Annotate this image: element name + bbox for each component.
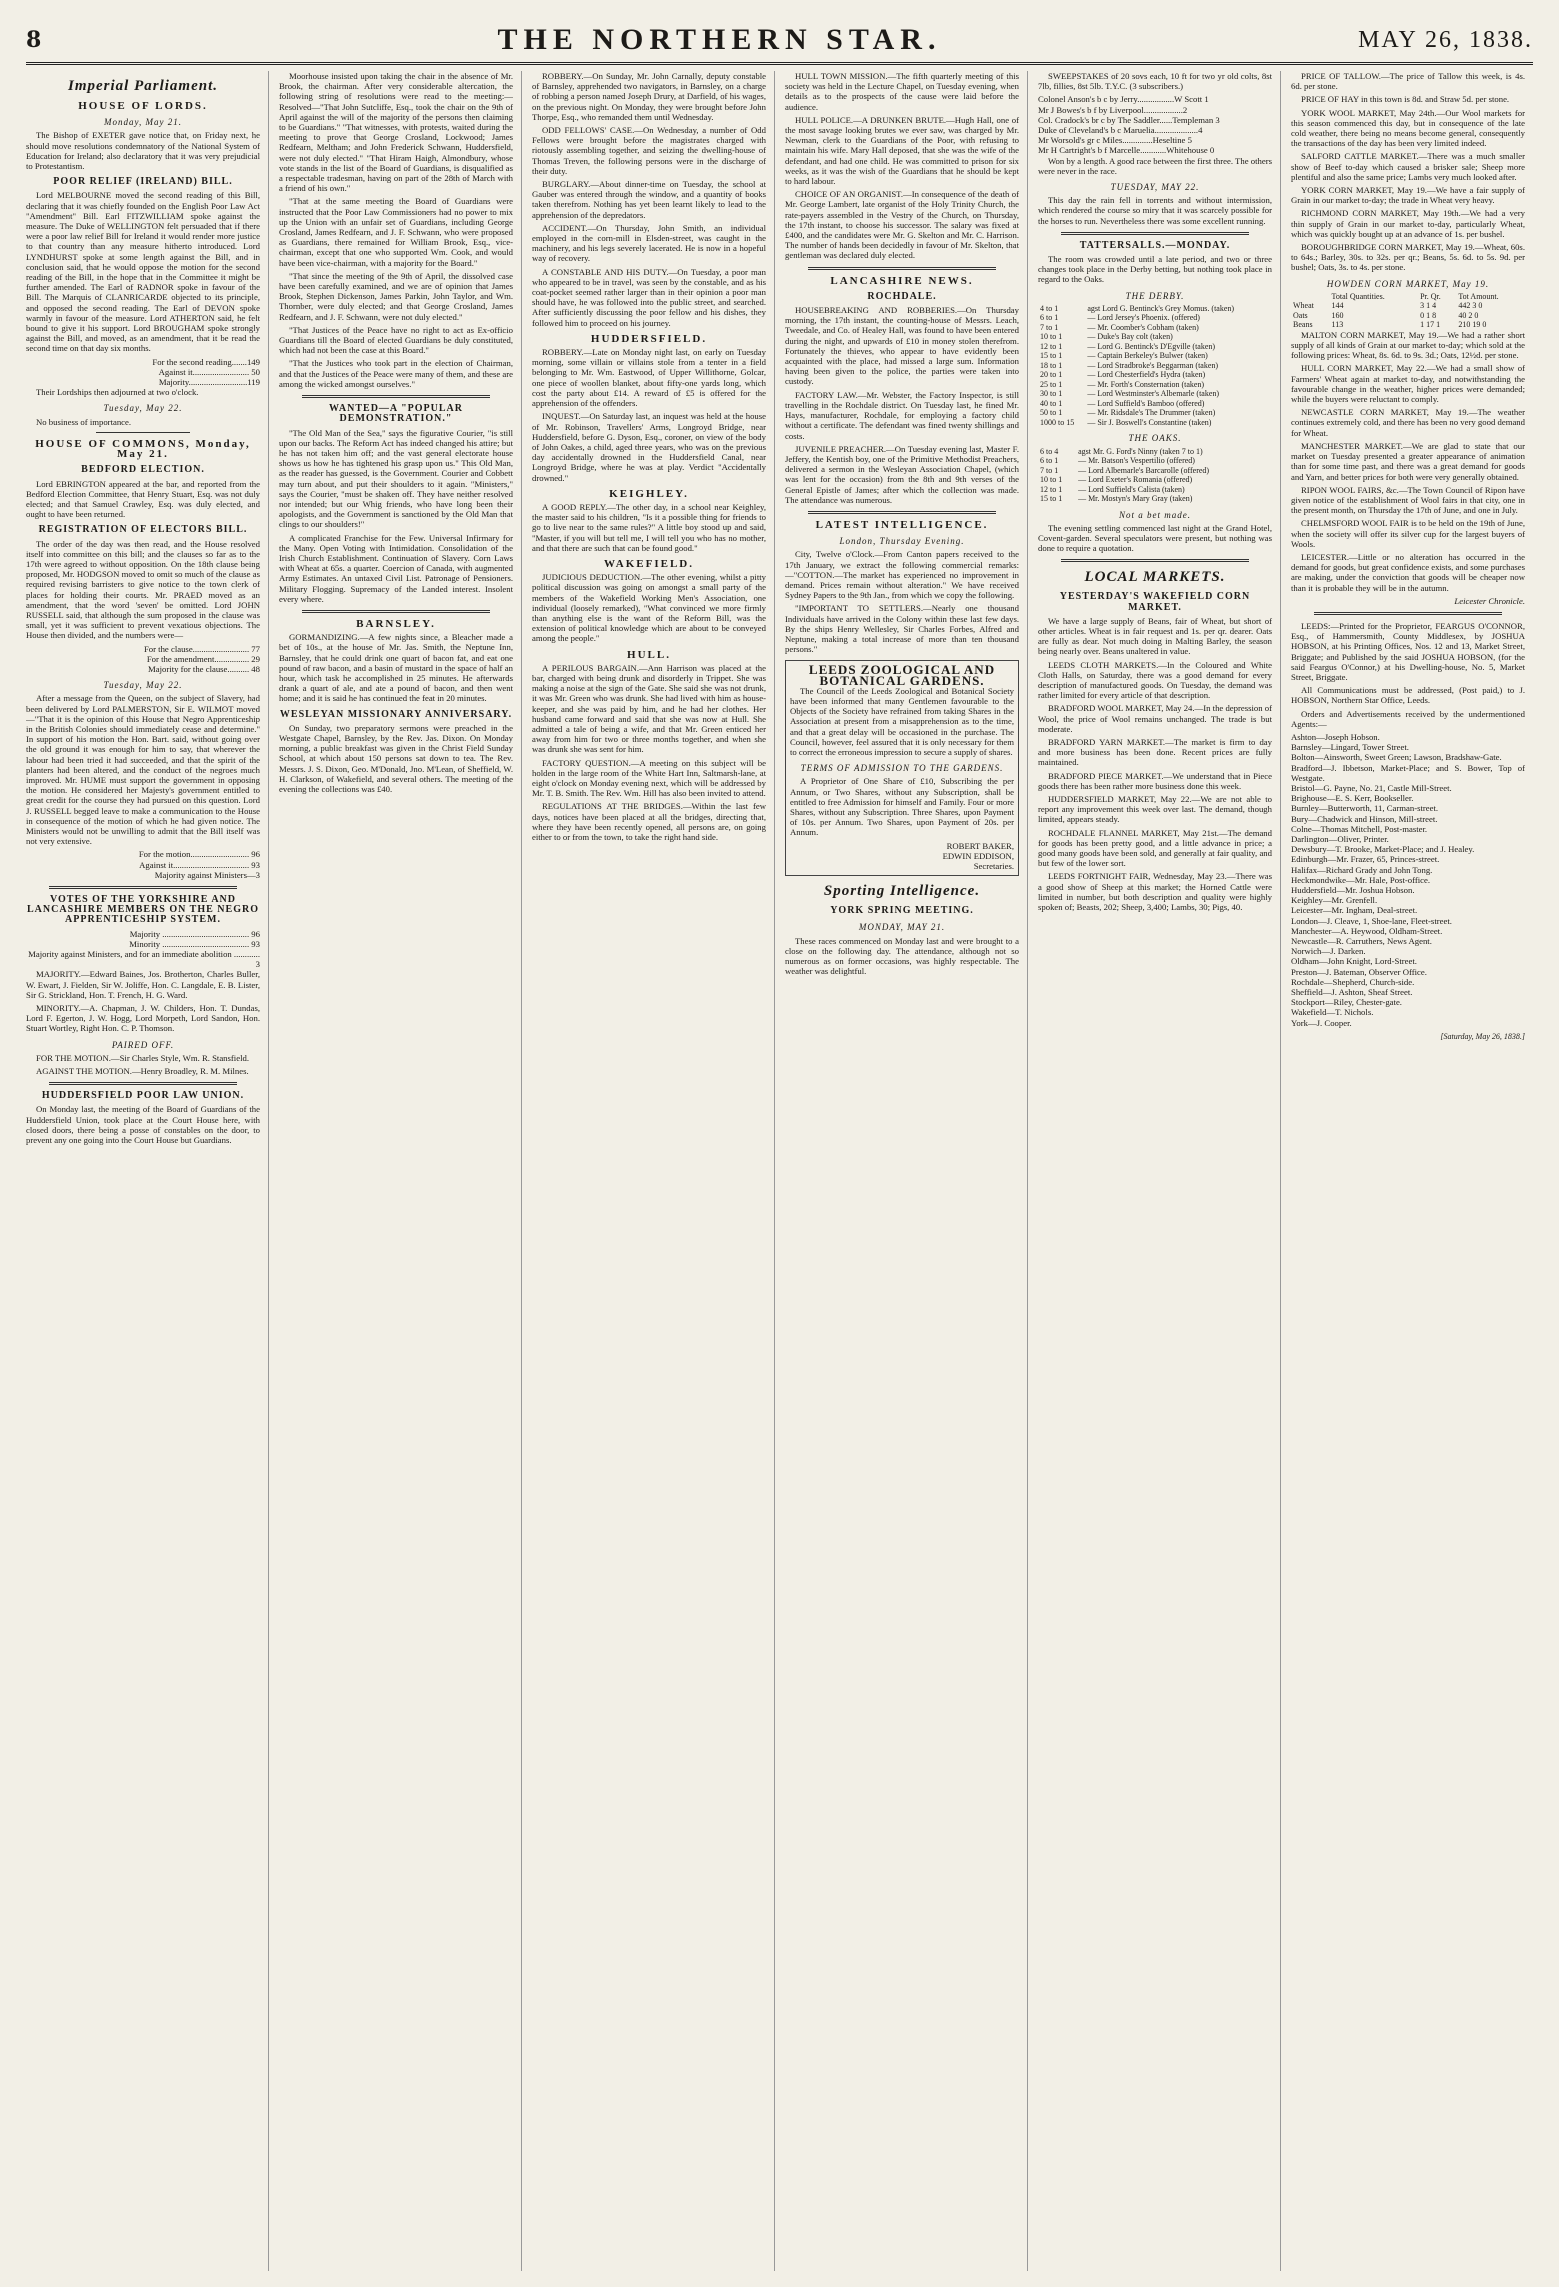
table-cell: 40 to 1 — [1040, 398, 1063, 408]
table-cell: — Lord Suffield's Bamboo (offered) — [1087, 398, 1205, 408]
article-text: JUDICIOUS DEDUCTION.—The other evening, whilst a pitty political discussion was going on amongst a small party of the members of the Wakefield Working Men's Association, one individual (loosely remarked), "What convinced we more firmly than anything else is the want of the Reform Bill, was the extension of political knowledge which are about to be conveyed among the people." — [532, 572, 766, 644]
article-text: HUDDERSFIELD MARKET, May 22.—We are not able to report any improvement this week over last. The demand, though limited, appears steady. — [1038, 794, 1272, 825]
divider — [808, 267, 995, 270]
derby-odds-row — [1038, 380, 1272, 390]
division-line: Against it.......................... 50 — [158, 366, 260, 377]
agent-entry: Stockport—Riley, Chester-gate. — [1291, 997, 1402, 1008]
article-text: RIPON WOOL FAIRS, &c.—The Town Council of Ripon have given notice of the establishment of Wool fairs in that city, one in the present month, on Thursday the 17th of June, and one in July. — [1291, 484, 1525, 516]
local-markets-heading: LOCAL MARKETS. — [1084, 569, 1226, 586]
article-text: FOR THE MOTION.—Sir Charles Style, Wm. R. Stansfield. — [36, 1052, 250, 1063]
agent-entry: London—J. Cleave, 1, Shoe-lane, Fleet-street. — [1291, 915, 1452, 926]
rochdale-heading: ROCHDALE. — [867, 290, 937, 302]
article-text: We have a large supply of Beans, fair of Wheat, but short of other articles. Wheat is in fair request and 1s. per qr. dearer. Oats are fully as dear. Not much doing in Malting Barley, the season being nearly over. Beans unaltered in value. — [1038, 615, 1272, 657]
race-line: Colonel Anson's b c by Jerry.................W Scott 1 — [1038, 94, 1209, 105]
date-heading: Tuesday, May 22. — [103, 403, 183, 414]
article-text: "IMPORTANT TO SETTLERS.—Nearly one thousand Individuals have arrived in the Colony within these last few days. By the ships Henry Wellesley, Sir Charles Forbes, Alfred and Neptune, making a total increase of more than ten thousand persons." — [785, 603, 1019, 655]
ad-text: A Proprietor of One Share of £10, Subscribing the per Annum, or Two Shares, without any Subscription, shall be entitled to free Admission for himself and Family. Four or more Shares, without any Subscription. Three Shares, upon Payment of 10s. per Annum. Two Shares, upon Payment of 20s. per Annum. — [790, 776, 1014, 838]
article-text: MINORITY.—A. Chapman, J. W. Childers, Hon. T. Dundas, Lord F. Egerton, J. W. Hogg, Lord Morpeth, Lord Sandon, Hon. Stuart Wortley, Right Hon. C. P. Thomson. — [26, 1003, 260, 1034]
date-heading: TUESDAY, MAY 22. — [1110, 182, 1200, 193]
agent-entry: Ashton—Joseph Hobson. — [1291, 731, 1380, 742]
table-cell: 0 1 8 — [1420, 310, 1437, 320]
article-text: SALFORD CATTLE MARKET.—There was a much smaller show of Beef to-day which caused a brisker sale; Sheep more plentiful and also the same price; Lambs very much looked after. — [1291, 151, 1525, 182]
howden-table — [1291, 292, 1525, 330]
article-text: CHELMSFORD WOOL FAIR is to be held on the 19th of June, when the society will offer its silver cup for the largest buyers of Wools. — [1291, 518, 1525, 549]
date-heading: Tuesday, May 22. — [103, 680, 183, 691]
agent-entry: Burnley—Butterworth, 11, Carman-street. — [1291, 803, 1439, 814]
oaks-odds-table — [1038, 447, 1272, 504]
race-line: Duke of Cleveland's b c Maruelia....................4 — [1038, 125, 1203, 136]
divider — [1061, 232, 1248, 235]
article-text: This day the rain fell in torrents and without intermission, which rendered the course so miry that it was scarcely possible for the horses to run. Nevertheless there was some excellent running. — [1038, 195, 1272, 226]
article-text: Lord EBRINGTON appeared at the bar, and reported from the Bedford Election Committee, that Henry Stuart, Esq. was not duly elected; and that Samuel Crawley, Esq. was duly elected, and ought to have been returned. — [26, 478, 260, 520]
table-cell: — Sir J. Boswell's Constantine (taken) — [1087, 417, 1212, 427]
article-text: BOROUGHBRIDGE CORN MARKET, May 19.—Wheat, 60s. to 64s.; Barley, 30s. to 32s. per qr.; Beans, 5s. 6d. to 5s. 9d. per bushel; Oats, 3s. to 4s. per stone. — [1291, 242, 1525, 273]
howden-row — [1291, 301, 1525, 311]
article-text: BURGLARY.—About dinner-time on Tuesday, the school at Gauber was entered through the window, and a quantity of books taken therefrom. Nothing has yet been learnt likely to lead to the apprehension of the depredators. — [532, 179, 766, 220]
barnsley-heading: BARNSLEY. — [356, 617, 436, 630]
table-cell: 3 1 4 — [1420, 301, 1437, 311]
agent-entry: Edinburgh—Mr. Frazer, 65, Princes-street. — [1291, 854, 1440, 865]
ad-subheading: TERMS OF ADMISSION TO THE GARDENS. — [800, 763, 1004, 774]
table-cell: 10 to 1 — [1040, 332, 1063, 342]
article-text: Moorhouse insisted upon taking the chair in the absence of Mr. Brook, the chairman. After very considerable altercation, the following string of resolutions were read to the meeting:— Resolved—"That John Sutcliffe, Esq., took the chair on the 9th of April against the will of the majority of the persons then claiming to be Guardians." "That witnesses, with protests, waited during the meeting to prove that George Crosland, Lockwood; James Redfearn, Meltham; and John Frederick Schwann, Huddersfield, were not duly elected." "That Hiram Haigh, Almondbury, whose vote stands in the list of the Board of Guardians, is disqualified as a respectable tradesman, having on part of the 28th of March with a friend of his own." — [279, 71, 513, 194]
lancashire-heading: LANCASHIRE NEWS. — [830, 274, 974, 287]
table-cell: — Lord Albemarle's Barcarolle (offered) — [1078, 465, 1210, 475]
column-6 — [1291, 71, 1533, 2271]
article-text: LEICESTER.—Little or no alteration has occurred in the demand for goods, but great confidence exists, and some purchases are making, under the conviction that goods will be cheaper now than it is probable they will be in the autumn. — [1291, 551, 1525, 593]
oaks-odds-row — [1038, 475, 1272, 485]
table-cell: — Lord G. Bentinck's D'Egville (taken) — [1087, 341, 1216, 351]
issue-date: MAY 26, 1838. — [1358, 26, 1533, 53]
article-text: GORMANDIZING.—A few nights since, a Bleacher made a bet of 10s., at the house of Mr. Jas. Smith, the Neptune Inn, Barnsley, that he could drink one quart of bacon fat, and eat one pound of raw bacon, and a basin of mustard in the space of half an hour, which task he accomplished in 25 minutes. He afterwards drank a quart of ale, and ate a pound of bacon, and then went home; and it is said he has continued the feat in 20 minutes. — [279, 632, 513, 704]
agents-heading: Orders and Advertisements received by the undermentioned Agents:— — [1291, 708, 1525, 729]
article-text: On Monday last, the meeting of the Board of Guardians of the Huddersfield Union, took place at the Court House here, with closed doors, there being a posse of constables on the door, to prevent any one going into the Court House but Guardians. — [26, 1104, 260, 1146]
oaks-odds-row — [1038, 466, 1272, 476]
article-text: A CONSTABLE AND HIS DUTY.—On Tuesday, a poor man who appeared to be in travel, was seen by the constable, and as his coat-pocket seemed rather larger than in their opinion a poor man should have, he was followed into the public street, and searched. After sufficiently discussing the poor fellow and his dishes, they followed him to proceed on his journey. — [532, 266, 766, 328]
agent-entry: York—J. Cooper. — [1291, 1017, 1352, 1028]
agent-entry: Newcastle—R. Carruthers, News Agent. — [1291, 936, 1432, 947]
hull-heading: HULL. — [627, 648, 671, 661]
divider — [808, 511, 995, 514]
race-line: Mr J Bowes's b f by Liverpool..................2 — [1038, 104, 1188, 115]
table-cell: agst Mr. G. Ford's Ninny (taken 7 to 1) — [1078, 446, 1203, 456]
article-text: Won by a length. A good race between the first three. The others were never in the race. — [1038, 155, 1272, 176]
sporting-heading: Sporting Intelligence. — [823, 883, 981, 900]
article-text: MAJORITY.—Edward Baines, Jos. Brotherton, Charles Buller, W. Ewart, J. Fielden, Sir W. Joliffe, Hon. C. Langdale, E. B. Lister, Sir G. Strickland, Hon. T. French, H. G. Ward. — [26, 969, 260, 1000]
table-cell: 113 — [1331, 320, 1344, 330]
table-cell: 1 17 1 — [1420, 320, 1441, 330]
agent-entry: Darlington—Oliver, Printer. — [1291, 834, 1389, 844]
table-cell: 20 to 1 — [1040, 370, 1063, 380]
derby-odds-table — [1038, 304, 1272, 428]
table-cell: 144 — [1331, 301, 1344, 311]
article-text: After a message from the Queen, on the subject of Slavery, had been delivered by Lord PALMERSTON, Sir E. WILMOT moved—"That it is the opinion of this House that Negro Apprenticeship in the British Colonies should immediately cease and determine." In support of his motion the Hon. Bart. said, without going over the old ground it was enough for him to say, that wherever the labour had been tried it had succeeded, and that the spirit of the planters had been altered, and the conduct of the negroes much improved. Mr. HUME must support the government in opposing the motion. He considered her Majesty's government entitled to great credit for the course they had pursued on this question. Lord J. RUSSELL begged leave to make a communication to the House in consequence of the motion of which he had given notice. The Ministers would not be unwilling to admit that the Bill itself was not very extensive. — [26, 693, 260, 847]
division-line: For the motion........................... 96 — [138, 849, 260, 860]
table-cell: 210 19 0 — [1458, 320, 1487, 330]
columns — [26, 71, 1533, 2271]
table-header-cell — [1291, 292, 1330, 302]
division-line: Majority ........................................ 96 — [129, 928, 260, 939]
article-text: BRADFORD PIECE MARKET.—We understand that in Piece goods there has been rather more business done this week. — [1038, 770, 1272, 791]
table-cell: — Lord Westminster's Albemarle (taken) — [1087, 389, 1220, 399]
oaks-note: Not a bet made. — [1119, 509, 1191, 520]
article-text: "That Justices of the Peace have no right to act as Ex-officio Guardians till the Board of elected Guardians be duly constituted, which had not been the case at this Board." — [279, 324, 513, 356]
division-line: For the clause.......................... 77 — [143, 643, 260, 654]
subheading: YESTERDAY'S WAKEFIELD CORN MARKET. — [1059, 591, 1251, 613]
article-text: REGULATIONS AT THE BRIDGES.—Within the last few days, notices have been placed at all the bridges, directing that, where they have been recently opened, all persons are, on going either to or from the town, to take the right hand side. — [532, 801, 766, 843]
divider — [1314, 612, 1501, 615]
derby-odds-row — [1038, 351, 1272, 361]
agent-entry: Bury—Chadwick and Hinson, Mill-street. — [1291, 813, 1438, 824]
article-text: The room was crowded until a late period, and two or three changes took place in the Derby betting, but nothing took place in regard to the Oaks. — [1038, 254, 1272, 285]
derby-odds-row — [1038, 389, 1272, 399]
ad-text: The Council of the Leeds Zoological and Botanical Society have been informed that many Gentlemen favourable to the Objects of the Society have refrained from taking Shares in the Association at present from a misapprehension as to the time, and that a great delay will be occasioned in the purchase. The Council, however, feel assured that it is only necessary for them to correct the erroneous impression to secure a supply of shares. — [790, 685, 1014, 757]
article-text: PRICE OF TALLOW.—The price of Tallow this week, is 4s. 6d. per stone. — [1291, 71, 1525, 92]
article-text: ODD FELLOWS' CASE.—On Wednesday, a number of Odd Fellows were brought before the magistrates charged with riotously assembling together, and seizing the dwelling-house of Thomas Treven, the following persons were in the discharge of their duty. — [532, 125, 766, 176]
race-line: Mr H Cartright's b f Marcelle............Whitehouse 0 — [1038, 145, 1215, 156]
race-line: Col. Cradock's br c by The Saddler......Templeman 3 — [1038, 114, 1220, 125]
york-heading: YORK SPRING MEETING. — [830, 905, 974, 917]
article-text: ROBBERY.—Late on Monday night last, on early on Tuesday morning, some villain or villains stole from a tenter in a field belonging to Mr. Wm. Eastwood, of Upper Willithorne, Golcar, one piece of woollen blanket, about fifty-one yards long, which cost the party about £14. A reward of £5 is offered for the apprehension of the offenders. — [532, 347, 766, 409]
agent-entry: Bristol—G. Payne, No. 21, Castle Mill-Street. — [1291, 782, 1452, 793]
division-line: Minority ........................................ 93 — [129, 938, 260, 949]
agent-entry: Bradford—J. Ibbetson, Market-Place; and S. Bower, Top of Westgate. — [1291, 762, 1525, 783]
article-text: LEEDS CLOTH MARKETS.—In the Coloured and White Cloth Halls, on Saturday, there was a good demand for every description of manufactured goods. On Tuesday, the demand was rather limited for every article of that description. — [1038, 659, 1272, 701]
article-text: FACTORY LAW.—Mr. Webster, the Factory Inspector, is still travelling in the Rochdale district. On Tuesday last, he fined Mr. Hays, manufacturer, Rochdale, for employing a factory child without a certificate. The defendant was fined twenty shillings and costs. — [785, 389, 1019, 441]
article-text: ACCIDENT.—On Thursday, John Smith, an individual employed in the corn-mill in Elsden-street, was caught in the machinery, and his legs severely lacerated. He is now in a hopeful way of recovery. — [532, 222, 766, 264]
subheading: WESLEYAN MISSIONARY ANNIVERSARY. — [279, 708, 513, 720]
agent-entry: Oldham—John Knight, Lord-Street. — [1291, 956, 1417, 967]
agent-entry: Sheffield—J. Ashton, Sheaf Street. — [1291, 987, 1413, 998]
agents-list — [1291, 732, 1525, 1028]
table-cell: 6 to 4 — [1040, 446, 1059, 456]
ad-signature: EDWIN EDDISON, — [942, 850, 1014, 861]
article-text: A GOOD REPLY.—The other day, in a school near Keighley, the master said to his children, "Is it a possible thing for friends to go to live near to the same rules?" A little boy stood up and said, "Master, if you will but tell me, I will tell you who has no mother, and that there are such that can be found good." — [532, 501, 766, 553]
page-number: 8 — [26, 27, 42, 53]
agent-entry: Bolton—Ainsworth, Sweet Green; Lawson, Bradshaw-Gate. — [1291, 752, 1502, 763]
source-credit: Leicester Chronicle. — [1454, 595, 1525, 606]
table-cell: — Lord Suffield's Calista (taken) — [1078, 484, 1185, 494]
column-4 — [785, 71, 1028, 2271]
divider — [49, 1082, 236, 1085]
table-cell: agst Lord G. Bentinck's Grey Momus. (taken) — [1087, 303, 1235, 313]
table-cell: — Mr. Ridsdale's The Drummer (taken) — [1087, 408, 1216, 418]
article-text: These races commenced on Monday last and were brought to a close on the following day. The attendance, although not so numerous as on former occasions, was highly respectable. The weather was delightful. — [785, 935, 1019, 977]
table-cell: — Mr. Batson's Vespertilio (offered) — [1078, 456, 1195, 466]
article-text: INQUEST.—On Saturday last, an inquest was held at the house of Mr. Robinson, Travellers' Arms, Longroyd Bridge, near Huddersfield, before G. Dyson, Esq., coroner, on view of the body of John Oakes, a child, aged three years, who was on the previous day accidentally drowned in the Huddersfield Canal, near Longroyd Bridge, where he was at play. Verdict "Accidentally drowned." — [532, 411, 766, 483]
table-cell: Beans — [1293, 320, 1313, 330]
table-cell: 15 to 1 — [1040, 351, 1063, 361]
agent-entry: Leicester—Mr. Ingham, Deal-street. — [1291, 905, 1418, 916]
column-5 — [1038, 71, 1281, 2271]
division-line: Majority...........................119 — [158, 377, 260, 388]
article-text: CHOICE OF AN ORGANIST.—In consequence of the death of Mr. George Lambert, late organist of the Holy Trinity Church, the rate-payers assembled in the Vestry of the Church, on Thursday, the 17th instant, to choose his successor. The salary was fixed at £400, and the candidates were Mr. G. Skelton and Mr. C. Harrison. The number of hands been decidedly in favour of Mr. Skelton, that gentleman was declared duly elected. — [785, 189, 1019, 261]
divider — [96, 432, 190, 433]
subheading: POOR RELIEF (IRELAND) BILL. — [53, 176, 233, 188]
table-cell: 10 to 1 — [1040, 475, 1063, 485]
article-text: On Sunday, two preparatory sermons were preached in the Westgate Chapel, Barnsley, by the Rev. Jas. Dixon. On Monday morning, a public breakfast was given in the Christ Field Sunday School, at which about 150 persons sat down to tea. The Rev. Messrs. J. S. Dixon, Geo. M'Donald, Jno. M'Lean, of Sheffield, W. H. Clarkson, of Wakefield, and several others. The meeting of the evening the collections was £40. — [279, 722, 513, 794]
agent-entry: Rochdale—Shepherd, Church-side. — [1291, 976, 1415, 987]
article-text: LEEDS FORTNIGHT FAIR, Wednesday, May 23.—There was a good show of Sheep at this market; the Horned Cattle were limited in number, but both description and quality were highly spoken of; Beasts, 202; Sheep, 3,400; Lambs, 30; Pigs, 40. — [1038, 871, 1272, 913]
division-line: Majority against Ministers, and for an immediate abolition ............ 3 — [28, 949, 260, 970]
imprint-text: LEEDS:—Printed for the Proprietor, FEARGUS O'CONNOR, Esq., of Hammersmith, County Middlesex, by JOSHUA HOBSON, at his Printing Offices, Nos. 12 and 13, Market Street, Briggate; and Published by the said JOSHUA HOBSON, (for the said Feargus O'Connor,) at his Dwelling-house, No. 5, Market Street, Briggate. — [1291, 620, 1525, 682]
article-text: City, Twelve o'Clock.—From Canton papers received to the 17th January, we extract the following commercial remarks:—"COTTON.—The market has experienced no improvement in demand. Prices remain without alteration." We have received Sydney Papers to the 9th Jan., from which we copy the following. — [785, 549, 1019, 601]
imprint-text: All Communications must be addressed, (Post paid,) to J. HOBSON, Northern Star Office, Leeds. — [1291, 685, 1525, 706]
derby-odds-row — [1038, 323, 1272, 333]
article-text: HOUSEBREAKING AND ROBBERIES.—On Thursday morning, the 17th instant, the counting-house of Messrs. Leach, Tweedale, and Co. of Healey Hall, was found to have been entered during the night, and upwards of £10 in money stolen therefrom. Fortunately the thieves, who appear to have evidently been acquainted with the place, had missed a large sum. Information having been given to the police, the parties were taken into custody. — [785, 305, 1019, 387]
article-text: No business of importance. — [36, 416, 132, 427]
footer-date: [Saturday, May 26, 1838.] — [1440, 1031, 1525, 1041]
article-text: BRADFORD WOOL MARKET, May 24.—In the depression of Wool, the price of Wool remains unchanged. The trade is but moderate. — [1038, 703, 1273, 734]
race-line: Mr Worsold's gr c Miles..............Heseltine 5 — [1038, 135, 1192, 146]
article-text: "That at the same meeting the Board of Guardians were instructed that the Poor Law Commissioners had no power to mix up the Union with an unfair set of Guardians, including George Crosland, James Redfearn, and J. F. Schwann, who were proposed as Guardians, there remained for William Brook, Esq., vice-chairman, except that one who supported Wm. Cook, and would have been vice-chairman, with a majority for the Board." — [279, 196, 513, 268]
table-header-cell: Pr. Qr. — [1420, 291, 1441, 301]
article-text: AGAINST THE MOTION.—Henry Broadley, R. M. Milnes. — [36, 1066, 249, 1077]
table-cell: Oats — [1293, 310, 1308, 320]
divider — [49, 886, 236, 889]
ad-signature: ROBERT BAKER, — [946, 840, 1014, 851]
derby-odds-row — [1038, 408, 1272, 418]
article-text: HULL POLICE.—A DRUNKEN BRUTE.—Hugh Hall, one of the most savage looking brutes we ever saw, was charged by Mr. Newman, clerk to the Guardians of the Poor, with refusing to maintain his wife. Mary Hall deposed, that she was the wife of the defendant, and had one child. He was committed to prison for six weeks, as it was the wish of the Guardians that he should be kept to hard labour. — [785, 114, 1019, 187]
oaks-odds-row — [1038, 494, 1272, 504]
race-result-list — [1038, 94, 1272, 155]
article-text: ROCHDALE FLANNEL MARKET, May 21st.—The demand for goods has been pretty good, and a little advance in price; a good many goods have been sold, and generally at fair quality, and but few of the lower sort. — [1038, 827, 1272, 869]
division-line: Majority for the clause.......... 48 — [148, 663, 260, 674]
oaks-odds-row — [1038, 485, 1272, 495]
advertisement-leeds-gardens — [785, 660, 1019, 876]
york-date: MONDAY, MAY 21. — [858, 922, 946, 933]
derby-odds-row — [1038, 361, 1272, 371]
article-text: MANCHESTER MARKET.—We are glad to state that our market on Tuesday presented a greater appearance of animation than for some time past, and there was a great demand for goods and Yarn, and better prices for both were very generally obtained. — [1291, 440, 1525, 482]
table-cell: — Duke's Bay colt (taken) — [1087, 332, 1173, 342]
table-cell: 30 to 1 — [1040, 389, 1063, 399]
agent-entry: Dewsbury—T. Brooke, Market-Place; and J. Healey. — [1291, 844, 1475, 855]
article-text: HULL CORN MARKET, May 22.—We had a small show of Farmers' Wheat again at market to-day, and notwithstanding the favourable change in the weather, higher prices were demanded; while the buyers were reluctant to comply. — [1291, 363, 1525, 405]
article-text: "The Old Man of the Sea," says the figurative Courier, "is still upon our backs. The Reform Act has indeed changed his attire; but he has not taken him off; and the vast general electorate house shows us how he has tightened his grasp upon us." This Old Man, as the reader has guessed, is the Government. Courier and Cobbett may turn about, and put their shoulders to it again. "Ministers," says the Courier, "must be shaken off. They have neither resolved nor intended; but our Whig friends, who have long been their apologists, and the Government is sanctioned by the Old Man that clings to our shoulders!" — [279, 427, 513, 530]
section-heading-parliament: Imperial Parliament. — [67, 78, 218, 94]
agent-entry: Norwich—J. Darken. — [1291, 946, 1366, 957]
agent-entry: Halifax—Richard Grady and John Tong. — [1291, 864, 1433, 875]
division-line: Majority against Ministers—3 — [154, 869, 260, 880]
table-cell: — Captain Berkeley's Bulwer (taken) — [1087, 351, 1208, 361]
votes-heading: VOTES OF THE YORKSHIRE AND LANCASHIRE MEMBERS ON THE NEGRO APPRENTICESHIP SYSTEM. — [27, 894, 259, 926]
commons-heading: HOUSE OF COMMONS, Monday, May 21. — [35, 437, 251, 461]
table-cell: — Mr. Mostyn's Mary Gray (taken) — [1078, 494, 1193, 504]
division-line: For the amendment................ 29 — [146, 653, 260, 664]
tattersalls-heading: TATTERSALLS.—MONDAY. — [1079, 239, 1231, 251]
article-text: "That since the meeting of the 9th of April, the dissolved case have been carefully examined, and we are of opinion that James Brook, Stephen Dickenson, James Parkin, John Taylor, and Wm. Thornber, were duly elected; and that George Crosland, James Redfearn, and J. F. Schwann, were not duly elected." — [279, 270, 513, 322]
subheading: BEDFORD ELECTION. — [81, 464, 205, 476]
howden-row — [1291, 320, 1525, 330]
howden-heading: HOWDEN CORN MARKET, May 19. — [1326, 278, 1490, 289]
oaks-heading: THE OAKS. — [1128, 433, 1182, 444]
table-cell: 25 to 1 — [1040, 379, 1063, 389]
derby-odds-row — [1038, 399, 1272, 409]
derby-odds-row — [1038, 332, 1272, 342]
huddersfield-heading: HUDDERSFIELD POOR LAW UNION. — [41, 1090, 245, 1102]
ad-heading: LEEDS ZOOLOGICAL AND BOTANICAL GARDENS. — [808, 662, 996, 688]
table-cell: 12 to 1 — [1040, 484, 1063, 494]
article-text: "That the Justices who took part in the election of Chairman, and that the Justices of the Peace were many of them, and these are among the wicked amongst ourselves." — [279, 358, 513, 389]
table-cell: 7 to 1 — [1040, 322, 1059, 332]
table-cell: 6 to 1 — [1040, 313, 1059, 323]
divider — [302, 395, 489, 398]
dateline: London, Thursday Evening. — [839, 536, 965, 547]
agent-entry: Keighley—Mr. Grenfell. — [1291, 895, 1378, 906]
table-cell: 4 to 1 — [1040, 303, 1059, 313]
agent-entry: Preston—J. Bateman, Observer Office. — [1291, 966, 1427, 977]
table-cell: — Lord Stradbroke's Beggarman (taken) — [1087, 360, 1219, 370]
table-cell: 50 to 1 — [1040, 408, 1063, 418]
table-cell: 1000 to 15 — [1040, 417, 1075, 427]
huddersfield-town-heading: HUDDERSFIELD. — [590, 332, 708, 345]
agent-entry: Manchester—A. Heywood, Oldham-Street. — [1291, 925, 1443, 936]
table-header-cell: Tot Amount. — [1458, 291, 1499, 301]
howden-row — [1291, 311, 1525, 321]
article-text: FACTORY QUESTION.—A meeting on this subject will be holden in the large room of the White Hart Inn, Saltmarsh-lane, at eight o'clock on Monday evening next, which will be addressed by Mr. T. B. Smith. The Rev. Wm. Hill has also been invited to attend. — [532, 757, 766, 799]
keighley-heading: KEIGHLEY. — [609, 487, 689, 500]
article-text: YORK CORN MARKET, May 19.—We have a fair supply of Grain in our market to-day; the trade in Wheat very heavy. — [1291, 185, 1525, 206]
agent-entry: Colne—Thomas Mitchell, Post-master. — [1291, 823, 1428, 834]
division-line: For the second reading.......149 — [152, 356, 260, 367]
table-cell: — Lord Jersey's Phoenix. (offered) — [1087, 313, 1200, 323]
wakefield-heading: WAKEFIELD. — [604, 557, 694, 570]
article-text: A PERILOUS BARGAIN.—Ann Harrison was placed at the bar, charged with being drunk and disorderly in Trippet. She was making a noise at the sign of the Gate. She said she was not drunk, it was Mr. Green who was drunk. She had lived with him as house-keeper, and she was paid by him, and he had her clothes. Her husband came forward and said that she was now at Hull. She admitted a tale of being a wife, and that Mr. Green enticed her away from him for two or three months together, and when she was drunk she was sent for him. — [532, 662, 766, 755]
article-text: HULL TOWN MISSION.—The fifth quarterly meeting of this society was held in the Lecture Chapel, on Tuesday evening, when details as to the prospects of the cause were laid before the audience. — [785, 71, 1019, 112]
article-text: The evening settling commenced last night at the Grand Hotel, Covent-garden. Several speculators were present, but nothing was done to require a quotation. — [1038, 522, 1272, 554]
latest-heading: LATEST INTELLIGENCE. — [815, 518, 989, 531]
column-2 — [279, 71, 522, 2271]
article-text: SWEEPSTAKES of 20 sovs each, 10 ft for two yr old colts, 8st 7lb, fillies, 8st 5lb. T.Y.C. (3 subscribers.) — [1038, 71, 1272, 92]
table-cell: 7 to 1 — [1040, 465, 1059, 475]
divider — [302, 610, 489, 613]
derby-odds-row — [1038, 304, 1272, 314]
table-cell: — Lord Chesterfield's Hydra (taken) — [1087, 370, 1206, 380]
subheading: REGISTRATION OF ELECTORS BILL. — [38, 524, 248, 536]
derby-odds-row — [1038, 313, 1272, 323]
derby-odds-row — [1038, 342, 1272, 352]
table-cell: 18 to 1 — [1040, 360, 1063, 370]
article-text: The Bishop of EXETER gave notice that, on Friday next, he should move resolutions condemnatory of the National System of Education for Ireland; also declaratory that it was very prejudicial to Protestantism. — [26, 130, 260, 172]
article-text: ROBBERY.—On Sunday, Mr. John Carnally, deputy constable of Barnsley, apprehended two navigators, in Barnsley, on a charge of robbing a person named Joseph Drury, at Darfield, of his wages, on the previous night. On Monday, they were brought before John Thorpe, Esq., who remanded them until Wednesday. — [532, 71, 766, 122]
article-text: RICHMOND CORN MARKET, May 19th.—We had a very thin supply of Grain in our market to-day, particularly Wheat, which was quickly bought up at an advance of 1s. per bushel. — [1291, 208, 1525, 239]
table-cell: 12 to 1 — [1040, 341, 1063, 351]
agent-entry: Huddersfield—Mr. Joshua Hobson. — [1291, 885, 1415, 896]
table-cell: — Mr. Forth's Consternation (taken) — [1087, 379, 1205, 389]
article-text: JUVENILE PREACHER.—On Tuesday evening last, Master F. Jeffery, the Kentish boy, one of the Primitive Methodist Preachers, delivered a sermon in the Wesleyan Association Chapel, (which was lent for the occasion) from the 8th and 9th verses of the General Epistle of James; after which the collection was made. The attendance was numerous. — [785, 443, 1019, 505]
article-text: NEWCASTLE CORN MARKET, May 19.—The weather continues extremely cold, and there has been no very good demand for Wheat. — [1291, 407, 1525, 438]
table-cell: 6 to 1 — [1040, 456, 1059, 466]
table-cell: 40 2 0 — [1458, 310, 1479, 320]
derby-odds-row — [1038, 418, 1272, 428]
subheading: PAIRED OFF. — [111, 1039, 175, 1050]
table-header-cell: Total Quantities. — [1331, 291, 1385, 301]
table-cell: 442 3 0 — [1458, 301, 1483, 311]
lords-date: Monday, May 21. — [104, 117, 182, 128]
table-cell: 15 to 1 — [1040, 494, 1063, 504]
paper-title: THE NORTHERN STAR. — [497, 23, 942, 56]
table-cell: — Lord Exeter's Romania (offered) — [1078, 475, 1193, 485]
masthead — [26, 18, 1533, 65]
wanted-heading: WANTED—A "POPULAR DEMONSTRATION." — [329, 403, 463, 425]
lords-heading: HOUSE OF LORDS. — [78, 100, 208, 112]
division-line: Against it................................... 93 — [139, 859, 260, 870]
oaks-odds-row — [1038, 447, 1272, 457]
divider — [1061, 559, 1248, 562]
table-cell: 160 — [1331, 310, 1344, 320]
article-text: Lord MELBOURNE moved the second reading of this Bill, declaring that it was chiefly founded on the English Poor Law Act "Amendment" Bill. Earl FITZWILLIAM spoke against the measure. The Duke of WELLINGTON felt persuaded that if there were a poor law relief Bill for Ireland it would render more justice to that country than any measure hitherto introduced. Lord LYNDHURST spoke at some length against the Bill, and in conclusion said, that he would oppose the motion for the second reading of the Bill, in the hope that in the Committee it might be further amended. The Earl of RADNOR spoke in favour of the Bill. The Marquis of CLANRICARDE objected to its principle, and opposed the second reading. The Earl of DEVON spoke warmly in favour of the measure. Lord ATHERTON said, he felt bound to give it his support. Lord BROUGHAM spoke strongly against the Bill, and moved, as an amendment, that it be read the second time on that day six months. — [26, 190, 260, 354]
agent-entry: Wakefield—T. Nichols. — [1291, 1007, 1374, 1018]
derby-heading: THE DERBY. — [1125, 290, 1185, 301]
column-3 — [532, 71, 775, 2271]
agent-entry: Brighouse—E. S. Kerr, Bookseller. — [1291, 793, 1414, 804]
table-cell: — Mr. Coomber's Cobham (taken) — [1087, 322, 1199, 332]
agent-entry: Barnsley—Lingard, Tower Street. — [1291, 742, 1409, 753]
oaks-odds-row — [1038, 456, 1272, 466]
article-text: PRICE OF HAY in this town is 8d. and Straw 5d. per stone. — [1301, 94, 1510, 105]
article-text: A complicated Franchise for the Few. Universal Infirmary for the Many. Open Voting with Intimidation. Consolidation of the Irish Church Establishment. Continuation of Slavery. Corn Laws with Wheat at 65s. a quarter. Coercion of Canada, with augmented Army Estimates. An untaxed Civil List. Patronage of Pensioners. Military Flogging. Supremacy of the Landed interest. Insolent every where. — [279, 532, 513, 604]
agent-entry: Heckmondwike—Mr. Hale, Post-office. — [1291, 874, 1431, 885]
article-text: Their Lordships then adjourned at two o'clock. — [36, 387, 199, 398]
table-cell: Wheat — [1293, 301, 1314, 311]
article-text: YORK WOOL MARKET, May 24th.—Our Wool markets for this season commenced this day, but in consequence of the late cold weather, there being no means become general, consequently the transactions of the day has been very limited indeed. — [1291, 107, 1525, 149]
article-text: BRADFORD YARN MARKET.—The market is firm to day and more business has been done. Recent prices are fully maintained. — [1038, 737, 1272, 768]
column-1 — [26, 71, 269, 2271]
article-text: The order of the day was then read, and the House resolved itself into committee on this bill; and the clauses so far as to the 17th were agreed to without opposition. On the 18th clause being proposed, Mr. HODGSON moved to omit so much of the clause as required revising barristers to give notice to the town clerk of places for holding their courts. Mr. PRAED moved as an amendment, that the word 'seven' be omitted. Lord JOHN RUSSELL said, that although the sum proposed in the clause was small, yet it was sufficient to prevent vexatious objections. The House then divided, and the numbers were— — [26, 538, 260, 641]
ad-signature-role: Secretaries. — [973, 861, 1014, 872]
article-text: MALTON CORN MARKET, May 19.—We had a rather short supply of all kinds of Grain at our market to-day; which sold at the following prices: Wheat, 8s. 6d. to 9s. 3d.; Oats, 12½d. per stone. — [1291, 329, 1525, 361]
derby-odds-row — [1038, 370, 1272, 380]
